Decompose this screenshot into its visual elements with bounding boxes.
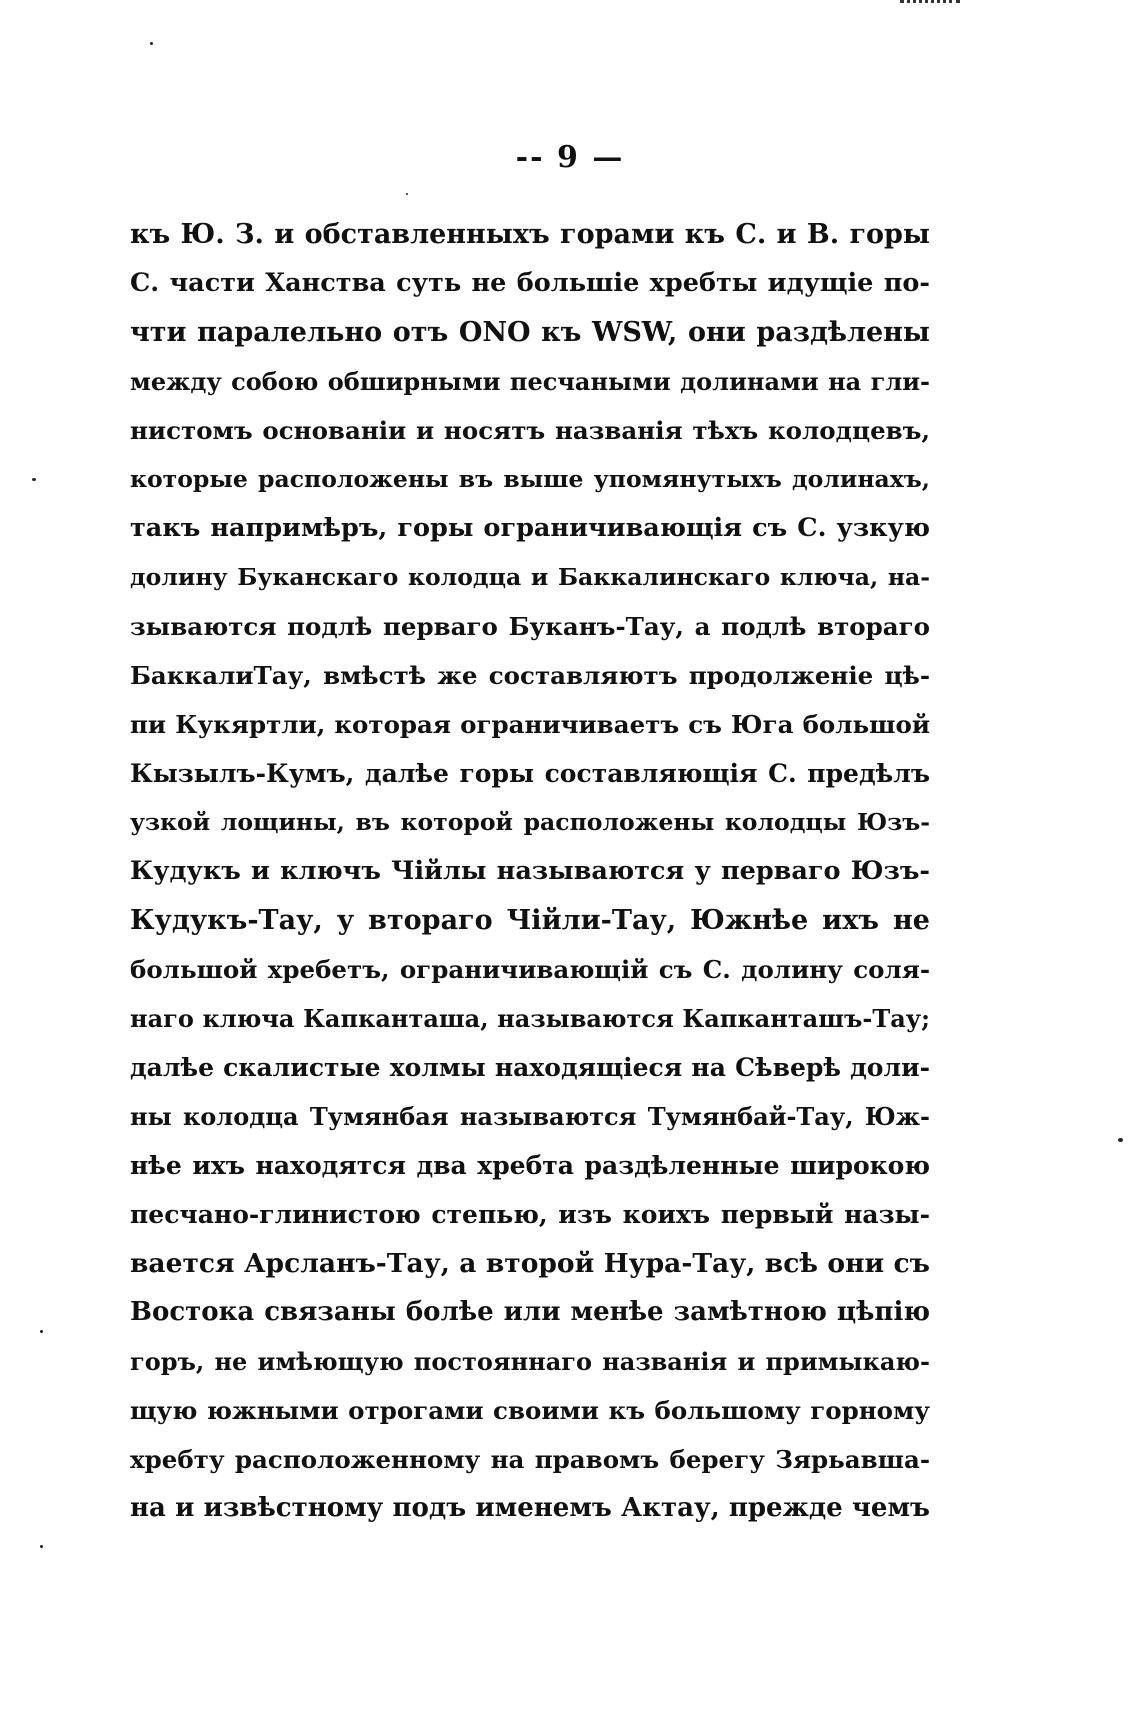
text-line: между собою обширными песчаными долинами на гли- bbox=[130, 367, 930, 396]
text-line: чти паралельно отъ ONO къ WSW, они раздѣлены bbox=[130, 317, 930, 348]
body-text bbox=[130, 210, 930, 1533]
text-line: горъ, не имѣющую постояннаго названія и примыкаю- bbox=[130, 1347, 930, 1376]
text-line: нѣе ихъ находятся два хребта раздѣленные широкою bbox=[130, 1151, 930, 1180]
text-line: долину Буканскаго колодца и Баккалинскаго ключа, на- bbox=[130, 563, 930, 591]
text-line: ны колодца Тумянбая называются Тумянбай-Тау, Юж- bbox=[130, 1102, 930, 1131]
text-line: песчано-глинистою степью, изъ коихъ первый назы- bbox=[130, 1200, 930, 1229]
text-line: далѣе скалистые холмы находящіеся на Сѣверѣ доли- bbox=[130, 1053, 930, 1082]
text-line: щую южными отрогами своими къ большому горному bbox=[130, 1396, 930, 1425]
text-line: узкой лощины, въ которой расположены колодцы Юзъ- bbox=[130, 808, 930, 836]
scan-speck bbox=[40, 1545, 43, 1548]
scan-speck bbox=[150, 42, 153, 45]
scan-speck bbox=[1118, 1138, 1123, 1142]
text-line: нистомъ основаніи и носятъ названія тѣхъ колодцевъ, bbox=[130, 416, 930, 445]
text-line: вается Арсланъ-Тау, а второй Нура-Тау, всѣ они съ bbox=[130, 1248, 930, 1279]
scan-speck bbox=[40, 1330, 43, 1333]
text-line: пи Кукяртли, которая ограничиваетъ съ Юга большой bbox=[130, 710, 930, 739]
text-line: Востока связаны болѣе или менѣе замѣтною цѣпію bbox=[130, 1297, 930, 1327]
text-line: наго ключа Капканташа, называются Капканташъ-Тау; bbox=[130, 1004, 930, 1033]
scan-speck bbox=[32, 478, 36, 481]
scan-edge-marks bbox=[900, 0, 960, 11]
text-line: такъ напримѣръ, горы ограничивающія съ С. узкую bbox=[130, 513, 930, 543]
scan-speck bbox=[406, 193, 408, 195]
text-line: зываются подлѣ перваго Буканъ-Тау, а подлѣ втораго bbox=[130, 612, 930, 641]
text-line: БаккалиТау, вмѣстѣ же составляютъ продолженіе цѣ- bbox=[130, 661, 930, 690]
text-line: Кудукъ-Тау, у втораго Чійли-Тау, Южнѣе ихъ не bbox=[130, 905, 930, 936]
text-line: Кызылъ-Кумъ, далѣе горы составляющія С. предѣлъ bbox=[130, 759, 930, 788]
page-number: -- 9 — bbox=[515, 140, 625, 175]
text-line: Кудукъ и ключъ Чійлы называются у перваго Юзъ- bbox=[130, 856, 930, 886]
text-line: большой хребетъ, ограничивающій съ С. долину соля- bbox=[130, 955, 930, 984]
text-line: къ Ю. З. и обставленныхъ горами къ С. и В. горы bbox=[130, 219, 930, 250]
text-line: которые расположены въ выше упомянутыхъ долинахъ, bbox=[130, 465, 930, 493]
text-line: хребту расположенному на правомъ берегу Зярьавша- bbox=[130, 1445, 930, 1474]
text-line: на и извѣстному подъ именемъ Актау, прежде чемъ bbox=[130, 1493, 930, 1523]
text-line: С. части Ханства суть не большіе хребты идущіе по- bbox=[130, 268, 930, 298]
